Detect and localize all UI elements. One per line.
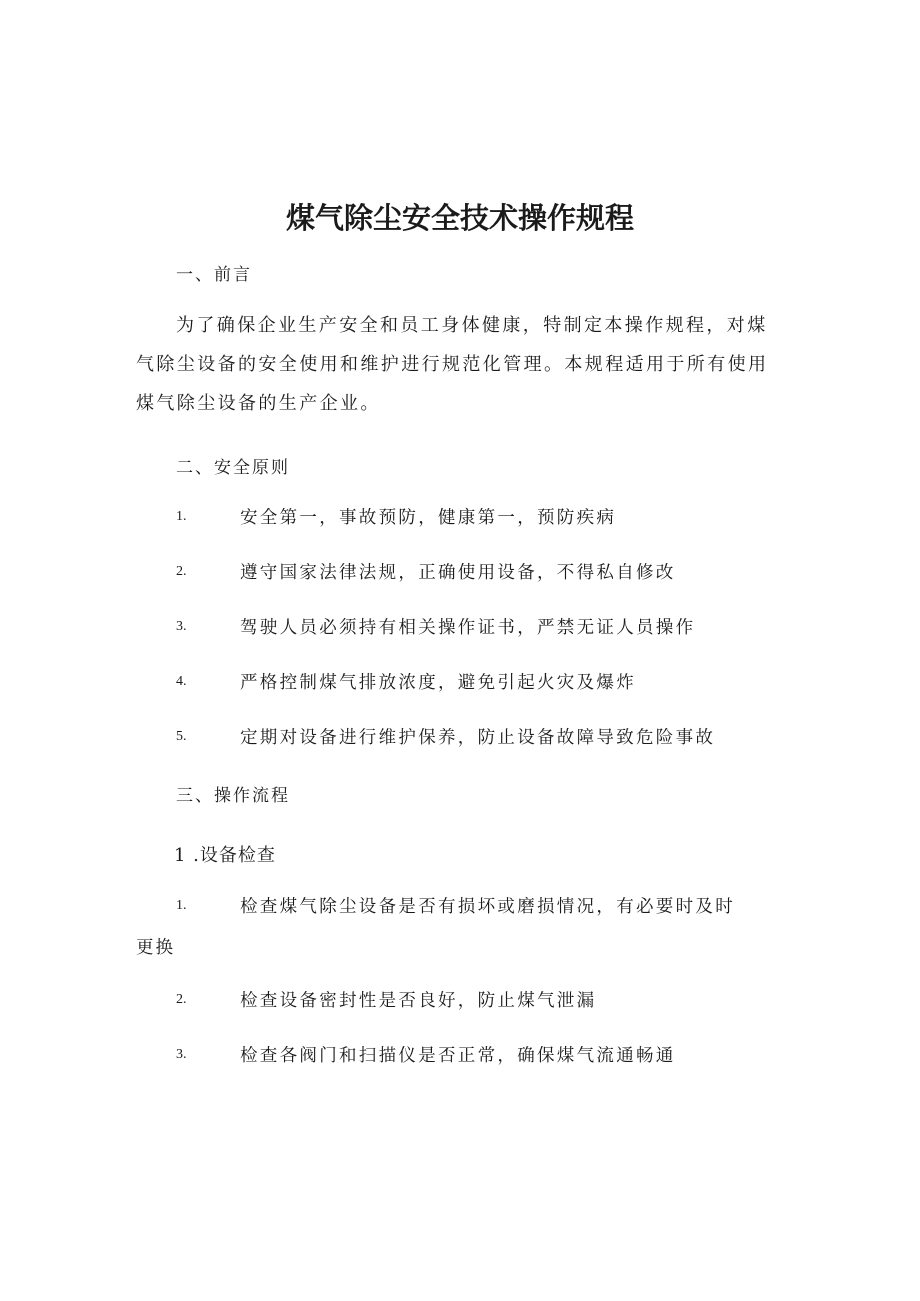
list-item-number: 5. — [176, 729, 187, 744]
list-item — [0, 614, 920, 644]
list-item-number: 1. — [176, 509, 187, 524]
document-title: 煤气除尘安全技术操作规程 — [285, 201, 634, 235]
list-item-text: 安全第一，事故预防，健康第一，预防疾病 — [240, 508, 617, 528]
list-item-number: 3. — [176, 1047, 187, 1062]
list-item-text: 严格控制煤气排放浓度，避免引起火灾及爆炸 — [240, 673, 636, 693]
list-item-text: 检查煤气除尘设备是否有损坏或磨损情况，有必要时及时 — [240, 897, 735, 917]
list-item-text: 遵守国家法律法规，正确使用设备，不得私自修改 — [240, 563, 676, 583]
section-heading-preface: 一、前言 — [176, 265, 252, 285]
list-item — [0, 504, 920, 534]
list-item-text: 驾驶人员必须持有相关操作证书，严禁无证人员操作 — [240, 618, 696, 638]
list-item — [0, 1042, 920, 1072]
list-item-text: 检查各阀门和扫描仪是否正常，确保煤气流通畅通 — [240, 1046, 676, 1066]
list-item-number: 1. — [176, 898, 187, 913]
list-item-text: 检查设备密封性是否良好，防止煤气泄漏 — [240, 991, 597, 1011]
subsection-heading-equipment-check: 1 .设备检查 — [174, 845, 276, 866]
list-item-number: 3. — [176, 619, 187, 634]
list-item-continuation: 更换 — [136, 938, 175, 958]
list-item-number: 2. — [176, 564, 187, 579]
list-item-text: 定期对设备进行维护保养，防止设备故障导致危险事故 — [240, 728, 716, 748]
list-item — [0, 893, 920, 923]
list-item — [0, 724, 920, 754]
list-item — [0, 987, 920, 1017]
list-item — [0, 559, 920, 589]
section-heading-safety-principles: 二、安全原则 — [176, 458, 290, 478]
list-item — [0, 669, 920, 699]
section-heading-operation-process: 三、操作流程 — [176, 786, 290, 806]
list-item-number: 2. — [176, 992, 187, 1007]
preface-paragraph: 为了确保企业生产安全和员工身体健康，特制定本操作规程，对煤气除尘设备的安全使用和维护进行规范化管理。本规程适用于所有使用煤气除尘设备的生产企业。 — [136, 315, 769, 414]
list-item-number: 4. — [176, 674, 187, 689]
